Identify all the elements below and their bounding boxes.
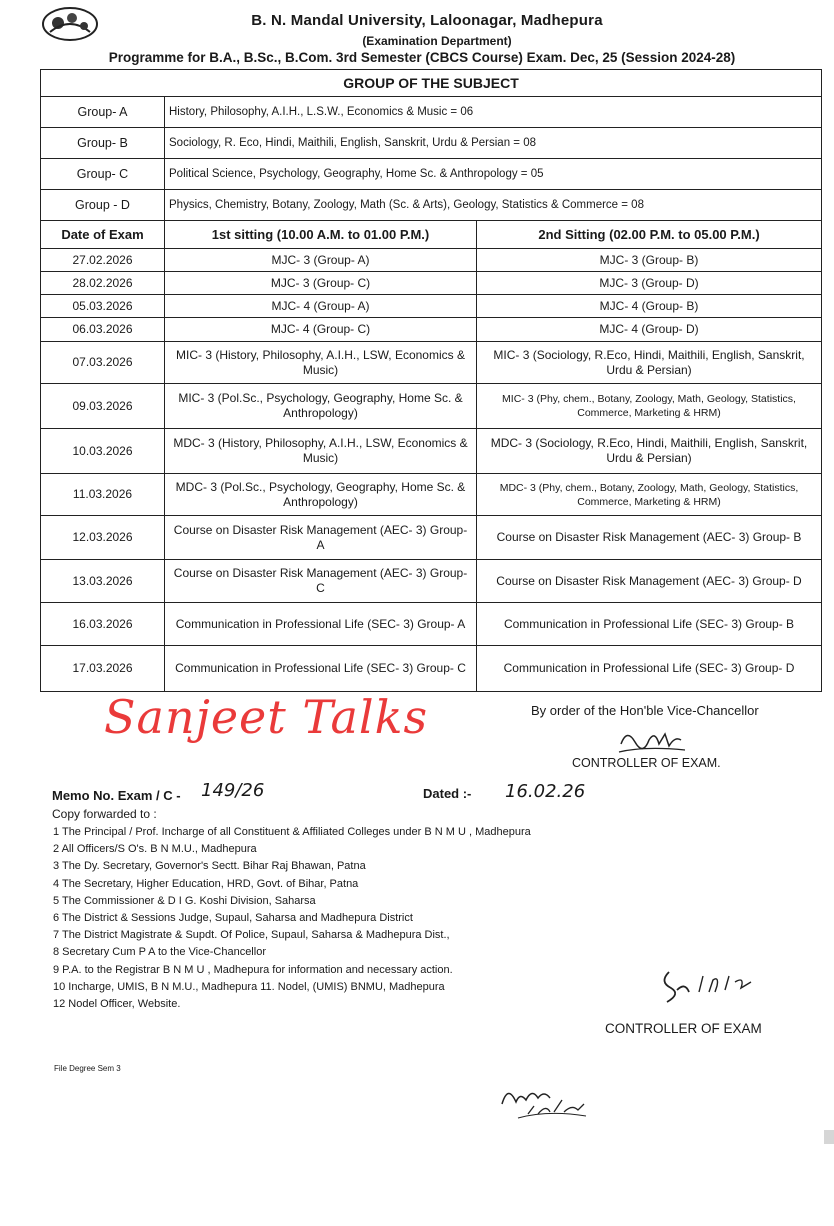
sitting1-paper: Communication in Professional Life (SEC- 3) Group- A [165,603,477,646]
sitting1-column-header: 1st sitting (10.00 A.M. to 01.00 P.M.) [165,221,477,249]
sitting1-paper: MJC- 3 (Group- A) [165,249,477,272]
date-column-header: Date of Exam [41,221,165,249]
sitting1-paper: MJC- 4 (Group- A) [165,295,477,318]
group-name: Group- A [41,97,165,128]
sitting2-paper: MIC- 3 (Sociology, R.Eco, Hindi, Maithili, English, Sanskrit, Urdu & Persian) [477,342,822,384]
controller-title-2: CONTROLLER OF EXAM [605,1021,762,1036]
sitting2-paper: MJC- 4 (Group- D) [477,318,822,342]
exam-row [41,272,822,295]
group-row [41,190,822,221]
exam-row [41,474,822,516]
exam-date: 16.03.2026 [41,603,165,646]
recipient-item: 9 P.A. to the Registrar B N M U , Madhepura for information and necessary action. [53,963,453,976]
exam-date: 06.03.2026 [41,318,165,342]
sitting1-paper: MIC- 3 (Pol.Sc., Psychology, Geography, Home Sc. & Anthropology) [165,384,477,429]
group-row [41,128,822,159]
recipient-item: 10 Incharge, UMIS, B N M.U., Madhepura 11. Nodel, (UMIS) BNMU, Madhepura [53,980,445,993]
sitting2-paper: MJC- 3 (Group- D) [477,272,822,295]
by-order-text: By order of the Hon'ble Vice-Chancellor [531,703,759,718]
file-note: File Degree Sem 3 [54,1064,121,1073]
programme-title: Programme for B.A., B.Sc., B.Com. 3rd Semester (CBCS Course) Exam. Dec, 25 (Session 2024-28) [108,50,736,65]
recipient-item: 5 The Commissioner & D I G. Koshi Division, Saharsa [53,894,316,907]
exam-row [41,646,822,692]
group-row [41,159,822,190]
initials-signature [498,1078,588,1122]
recipient-list [53,824,531,1013]
sitting2-paper: MDC- 3 (Sociology, R.Eco, Hindi, Maithili, English, Sanskrit, Urdu & Persian) [477,429,822,474]
sitting2-paper: MIC- 3 (Phy, chem., Botany, Zoology, Math, Geology, Statistics, Commerce, Marketing & HRM) [477,384,822,429]
exam-date: 12.03.2026 [41,516,165,560]
memo-number: 149/26 [201,780,265,801]
sitting1-paper: Course on Disaster Risk Management (AEC- 3) Group- C [165,560,477,603]
group-name: Group - D [41,190,165,221]
recipient-item: 8 Secretary Cum P A to the Vice-Chancellor [53,946,266,959]
memo-label: Memo No. Exam / C - [52,788,181,803]
sitting2-paper: MJC- 3 (Group- B) [477,249,822,272]
exam-date: 28.02.2026 [41,272,165,295]
exam-row [41,318,822,342]
sitting1-paper: MIC- 3 (History, Philosophy, A.I.H., LSW, Economics & Music) [165,342,477,384]
sitting2-paper: Course on Disaster Risk Management (AEC- 3) Group- B [477,516,822,560]
recipient-item: 1 The Principal / Prof. Incharge of all Constituent & Affiliated Colleges under B N M U , Madhepura [53,826,531,838]
recipient-item: 2 All Officers/S O's. B N M.U., Madhepura [53,843,257,856]
sitting1-paper: MJC- 3 (Group- C) [165,272,477,295]
sitting2-paper: MJC- 4 (Group- B) [477,295,822,318]
group-subjects: Physics, Chemistry, Botany, Zoology, Math (Sc. & Arts), Geology, Statistics & Commerce = 08 [165,190,822,221]
exam-schedule-table [40,69,822,692]
group-subjects: Sociology, R. Eco, Hindi, Maithili, English, Sanskrit, Urdu & Persian = 08 [165,128,822,159]
recipient-item: 3 The Dy. Secretary, Governor's Sectt. Bihar Raj Bhawan, Patna [53,860,366,873]
exam-row [41,342,822,384]
controller-title: CONTROLLER OF EXAM. [572,756,721,770]
copy-forwarded-label: Copy forwarded to : [52,807,157,821]
sitting1-paper: MDC- 3 (History, Philosophy, A.I.H., LSW, Economics & Music) [165,429,477,474]
sitting1-paper: Course on Disaster Risk Management (AEC- 3) Group- A [165,516,477,560]
exam-date: 09.03.2026 [41,384,165,429]
group-name: Group- B [41,128,165,159]
sitting1-paper: Communication in Professional Life (SEC- 3) Group- C [165,646,477,692]
recipient-item: 7 The District Magistrate & Supdt. Of Police, Supaul, Saharsa & Madhepura Dist., [53,929,450,942]
page-edge-mark [824,1130,834,1144]
recipient-item: 12 Nodel Officer, Website. [53,998,181,1011]
exam-row [41,429,822,474]
sitting2-paper: MDC- 3 (Phy, chem., Botany, Zoology, Math, Geology, Statistics, Commerce, Marketing & HRM) [477,474,822,516]
exam-date: 11.03.2026 [41,474,165,516]
sitting2-column-header: 2nd Sitting (02.00 P.M. to 05.00 P.M.) [477,221,822,249]
memo-date: 16.02.26 [505,781,586,802]
sitting2-paper: Communication in Professional Life (SEC- 3) Group- D [477,646,822,692]
sitting2-paper: Communication in Professional Life (SEC- 3) Group- B [477,603,822,646]
exam-date: 27.02.2026 [41,249,165,272]
exam-row [41,516,822,560]
group-heading: GROUP OF THE SUBJECT [41,70,822,97]
exam-date: 05.03.2026 [41,295,165,318]
exam-row [41,560,822,603]
recipient-item: 4 The Secretary, Higher Education, HRD, Govt. of Bihar, Patna [53,877,359,890]
exam-date: 07.03.2026 [41,342,165,384]
exam-row [41,295,822,318]
exam-row [41,603,822,646]
sitting2-paper: Course on Disaster Risk Management (AEC- 3) Group- D [477,560,822,603]
controller-signature-2 [655,962,775,1012]
sitting1-paper: MJC- 4 (Group- C) [165,318,477,342]
brand-watermark: Sanjeet Talks [104,690,429,744]
sitting1-paper: MDC- 3 (Pol.Sc., Psychology, Geography, Home Sc. & Anthropology) [165,474,477,516]
exam-row [41,249,822,272]
group-subjects: History, Philosophy, A.I.H., L.S.W., Economics & Music = 06 [165,97,822,128]
recipient-item: 6 The District & Sessions Judge, Supaul, Saharsa and Madhepura District [53,912,413,925]
group-row [41,97,822,128]
schedule-header-row [41,221,822,249]
group-subjects: Political Science, Psychology, Geography, Home Sc. & Anthropology = 05 [165,159,822,190]
exam-row [41,384,822,429]
exam-date: 13.03.2026 [41,560,165,603]
exam-date: 17.03.2026 [41,646,165,692]
group-heading-row [41,70,822,97]
group-name: Group- C [41,159,165,190]
dated-label: Dated :- [423,786,472,801]
department-name: (Examination Department) [362,34,512,48]
university-name: B. N. Mandal University, Laloonagar, Madhepura [251,12,603,29]
exam-date: 10.03.2026 [41,429,165,474]
